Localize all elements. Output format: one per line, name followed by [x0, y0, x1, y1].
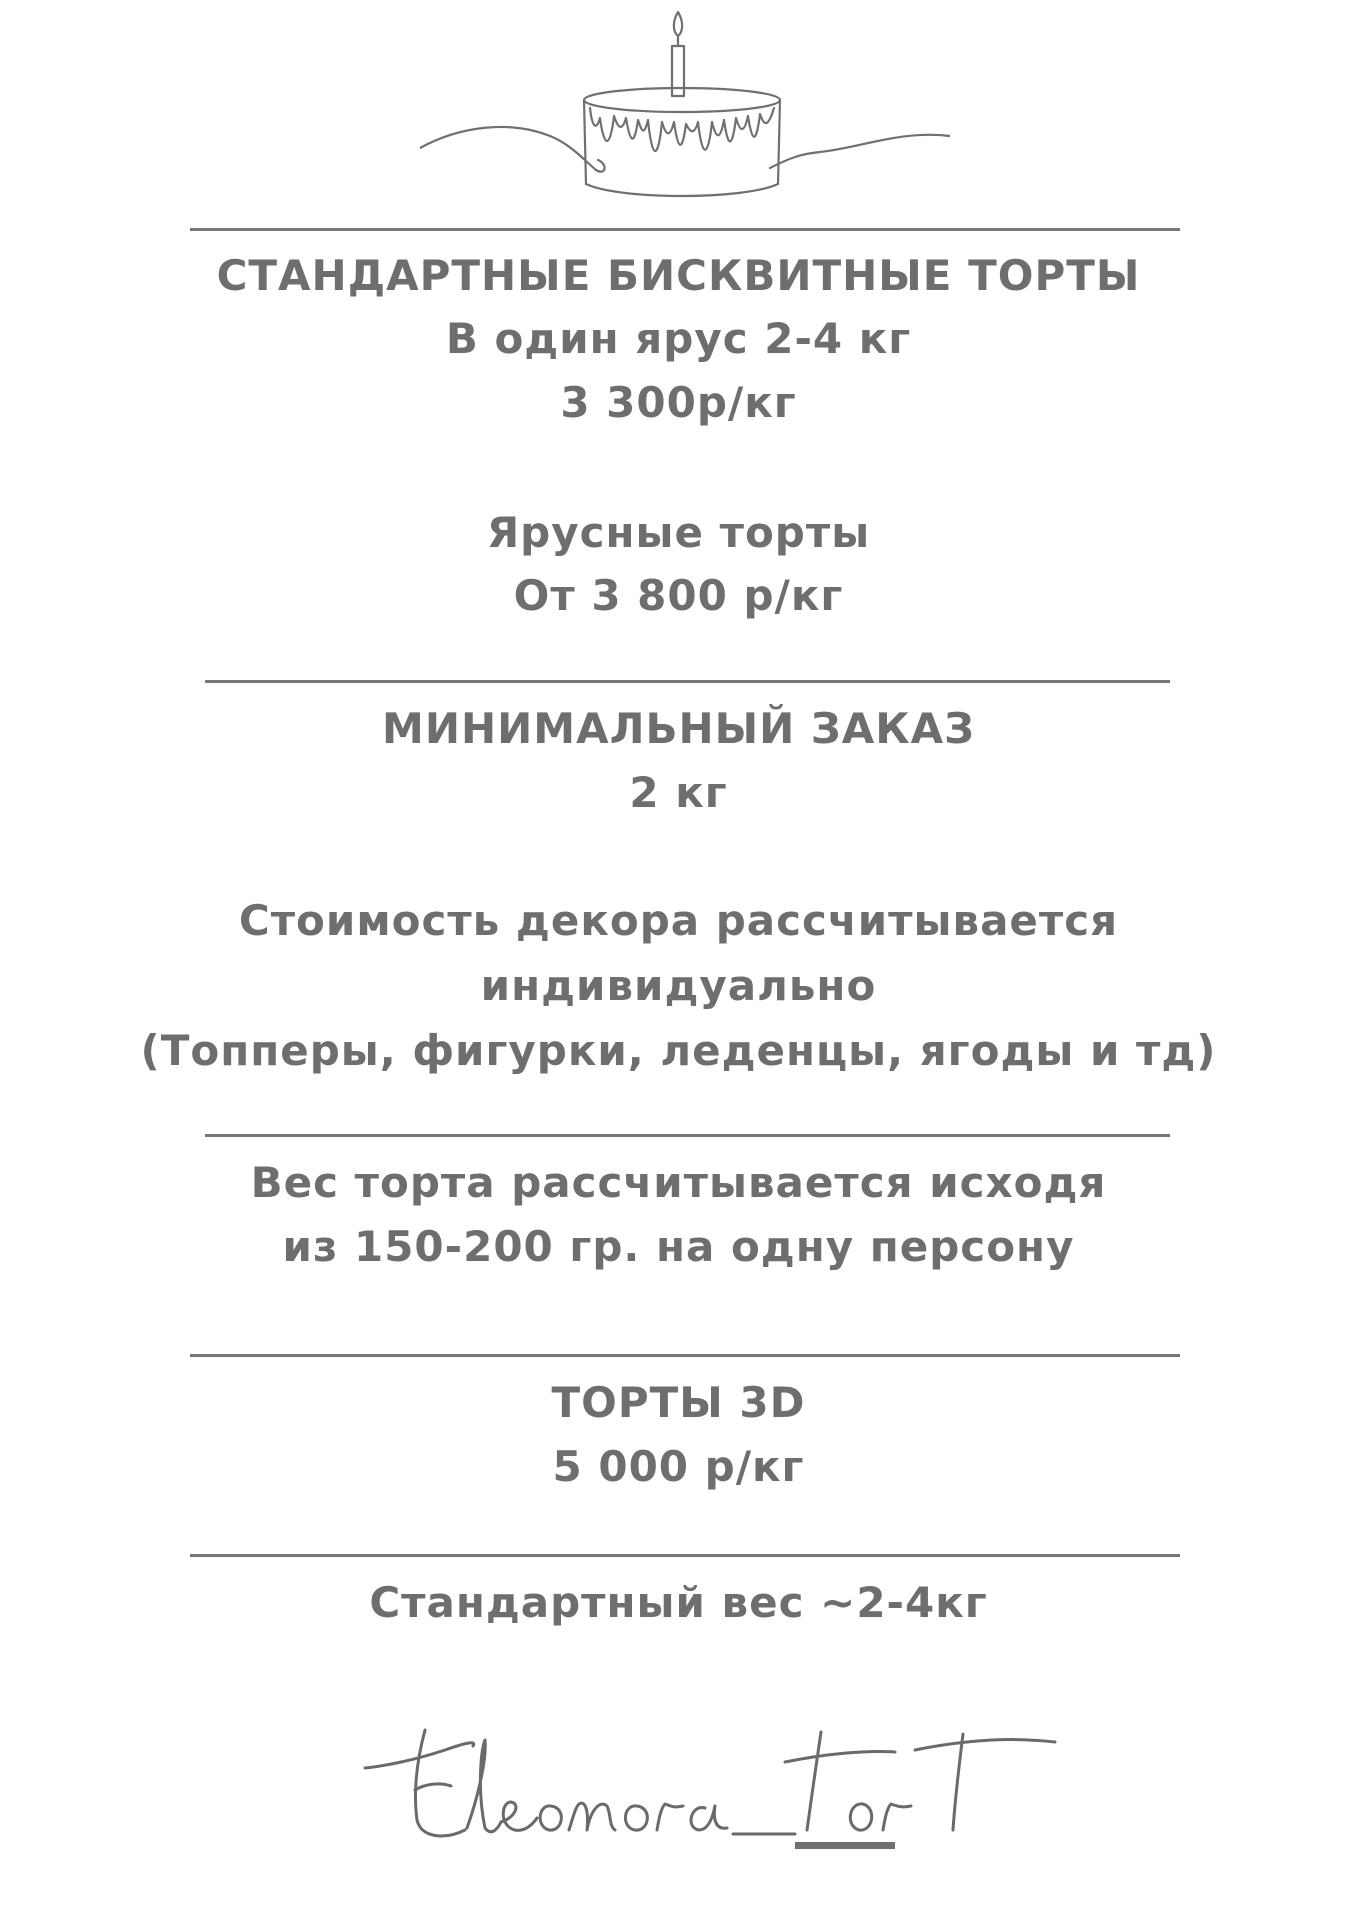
tiered-cakes-price: От 3 800 р/кг: [513, 571, 844, 620]
decor-cost-note-2: индивидуально: [480, 961, 877, 1010]
divider: [205, 1134, 1170, 1137]
minimum-order-value: 2 кг: [629, 768, 728, 817]
cake-logo-icon: [420, 8, 950, 208]
signature-logo: [355, 1680, 1075, 1860]
decor-examples: (Топперы, фигурки, леденцы, ягоды и тд): [140, 1026, 1217, 1075]
section-title-minimum-order: МИНИМАЛЬНЫЙ ЗАКАЗ: [382, 704, 975, 753]
decor-cost-note: Стоимость декора рассчитывается: [238, 896, 1119, 945]
weight-calc-note: Вес торта рассчитывается исходя: [250, 1158, 1107, 1207]
weight-calc-note-2: из 150-200 гр. на одну персону: [282, 1222, 1075, 1271]
section-title-standard: СТАНДАРТНЫЕ БИСКВИТНЫЕ ТОРТЫ: [216, 251, 1141, 300]
tiered-cakes-title: Ярусные торты: [486, 508, 871, 557]
standard-price: 3 300р/кг: [560, 378, 797, 427]
section-title-3d-cakes: ТОРТЫ 3D: [551, 1378, 806, 1427]
standard-weight-note: Стандартный вес ~2-4кг: [369, 1578, 988, 1627]
divider: [190, 228, 1180, 231]
3d-cakes-price: 5 000 р/кг: [552, 1442, 805, 1491]
divider: [205, 680, 1170, 683]
divider: [190, 1354, 1180, 1357]
divider: [190, 1554, 1180, 1557]
standard-tier-weight: В один ярус 2-4 кг: [445, 314, 912, 363]
signature-underline: [795, 1842, 895, 1849]
